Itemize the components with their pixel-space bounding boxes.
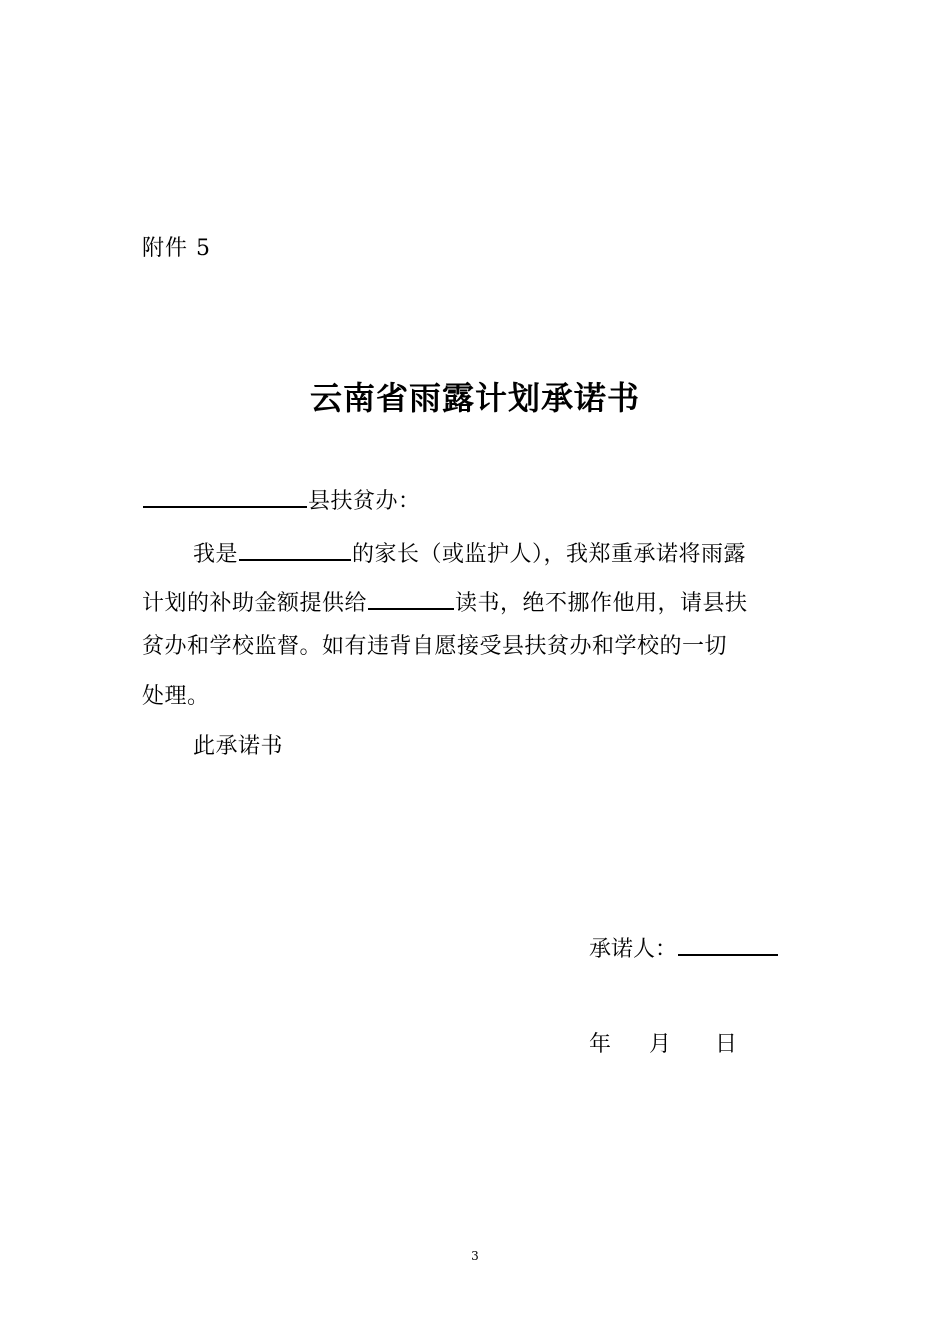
body-line-2-start: 计划的补助金额提供给 bbox=[142, 591, 368, 616]
closing-line: 此承诺书 bbox=[193, 734, 284, 759]
body-line-1-end: 的家长（或监护人），我郑重承诺将雨露 bbox=[352, 542, 747, 567]
page-number: 3 bbox=[471, 1249, 479, 1263]
body-line-1-start: 我是 bbox=[193, 542, 239, 567]
body-line-2-end: 读书，绝不挪作他用，请县扶 bbox=[455, 591, 748, 616]
student-name-blank[interactable] bbox=[239, 535, 351, 561]
date-year: 年 bbox=[589, 1032, 612, 1057]
date-row bbox=[589, 1030, 737, 1060]
addressee-line bbox=[142, 482, 421, 517]
county-blank[interactable] bbox=[143, 482, 307, 508]
body-line-1 bbox=[193, 535, 746, 570]
addressee-suffix: 县扶贫办： bbox=[308, 489, 421, 514]
body-line-4: 处理。 bbox=[142, 684, 210, 709]
body-line-3: 贫办和学校监督。如有违背自愿接受县扶贫办和学校的一切 bbox=[142, 634, 728, 659]
body-line-2 bbox=[142, 584, 748, 619]
attachment-label: 附件 5 bbox=[142, 236, 211, 261]
signature-label: 承诺人： bbox=[589, 937, 678, 962]
date-month: 月 bbox=[649, 1032, 672, 1057]
recipient-blank[interactable] bbox=[368, 584, 454, 610]
signature-row bbox=[589, 930, 779, 965]
signature-blank[interactable] bbox=[678, 930, 778, 956]
date-day: 日 bbox=[715, 1032, 738, 1057]
document-title: 云南省雨露计划承诺书 bbox=[309, 379, 640, 417]
